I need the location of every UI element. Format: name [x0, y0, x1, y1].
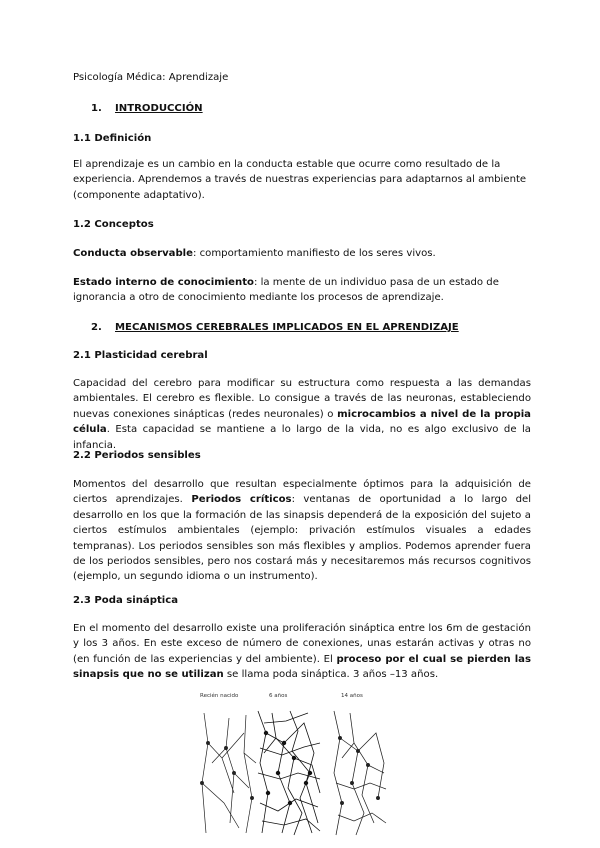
heading-1-1: 1.1 Definición [73, 133, 152, 144]
text-periodos-a: Momentos del desarrollo que resultan especialmente óptimos para la adquisición de ciertos aprendizajes. [73, 479, 531, 506]
bold-periodos-criticos: Periodos críticos [191, 494, 292, 506]
heading-2-2: 2.2 Periodos sensibles [73, 450, 201, 461]
section-2-title: MECANISMOS CEREBRALES IMPLICADOS EN EL APRENDIZAJE [115, 322, 459, 333]
section-2-heading [91, 320, 459, 335]
heading-1-2: 1.2 Conceptos [73, 219, 154, 230]
heading-2-3: 2.3 Poda sináptica [73, 595, 179, 606]
paragraph-definicion: El aprendizaje es un cambio en la conducta estable que ocurre como resultado de la experiencia. Aprendemos a través de nuestras experiencias para adaptarnos al ambiente (componente adaptativo). [73, 159, 527, 201]
section-2-number: 2. [91, 322, 102, 333]
paragraph-plasticidad [73, 376, 531, 453]
figure-label-newborn: Recién nacido [200, 693, 239, 699]
term-estado-interno: Estado interno de conocimiento [73, 277, 254, 288]
paragraph-estado-interno [73, 275, 531, 306]
term-conducta-observable: Conducta observable [73, 248, 193, 259]
section-1-title: INTRODUCCIÓN [115, 103, 203, 114]
document-header: Psicología Médica: Aprendizaje [73, 72, 229, 83]
synaptic-pruning-figure [194, 693, 484, 838]
text-estado-interno: : la mente de un individuo pasa de un estado de ignorancia a otro de conocimiento mediante los procesos de aprendizaje. [73, 277, 499, 304]
paragraph-conducta-observable [73, 246, 531, 261]
paragraph-periodos [73, 477, 531, 585]
bold-proceso-poda: proceso por el cual se pierden las sinapsis que no se utilizan [73, 653, 531, 681]
section-1-number: 1. [91, 103, 102, 114]
text-plasticidad-a: Capacidad del cerebro para modificar su estructura como respuesta a las demandas ambientales. El cerebro es flexible. Lo consigue a través de las neuronas, estableciendo nuevas conexiones sinápticas (redes neuronales) o [73, 378, 531, 420]
text-periodos-b: : ventanas de oportunidad a lo largo del desarrollo en los que la formación de las sinapsis dependerá de la exposición del sujeto a ciertos estímulos ambientales (ejemplo: privación estímulos visuales a edades tempranas). Los periodos sensibles son más flexibles y amplios. Podemos aprender fuera de los periodos sensibles, pero nos costará más y necesitaremos más recursos cognitivos (ejemplo, un segundo idioma o un instrumento). [73, 494, 532, 583]
neuron-network-illustration [194, 703, 484, 843]
neurons-newborn [200, 713, 256, 833]
figure-label-14-years: 14 años [341, 693, 363, 699]
heading-2-1: 2.1 Plasticidad cerebral [73, 350, 208, 361]
text-poda-b: se llama poda sináptica. 3 años –13 años. [223, 669, 439, 681]
text-poda-a: En el momento del desarrollo existe una proliferación sináptica entre los 6m de gestación y los 3 años. En este exceso de número de conexiones, unas estarán activas y otras no (en función de las experiencias y del ambiente). El [73, 623, 531, 665]
figure-label-6-years: 6 años [269, 693, 288, 699]
section-1-heading [91, 101, 203, 116]
paragraph-poda [73, 621, 531, 683]
neurons-14-years [334, 711, 386, 835]
bold-microcambios: microcambios a nivel de la propia célula [73, 408, 531, 436]
text-conducta-observable: : comportamiento manifiesto de los seres vivos. [193, 248, 436, 259]
neurons-6-years [256, 709, 322, 835]
text-plasticidad-b: . Esta capacidad se mantiene a lo largo de la vida, no es algo exclusivo de la infancia. [73, 424, 531, 451]
